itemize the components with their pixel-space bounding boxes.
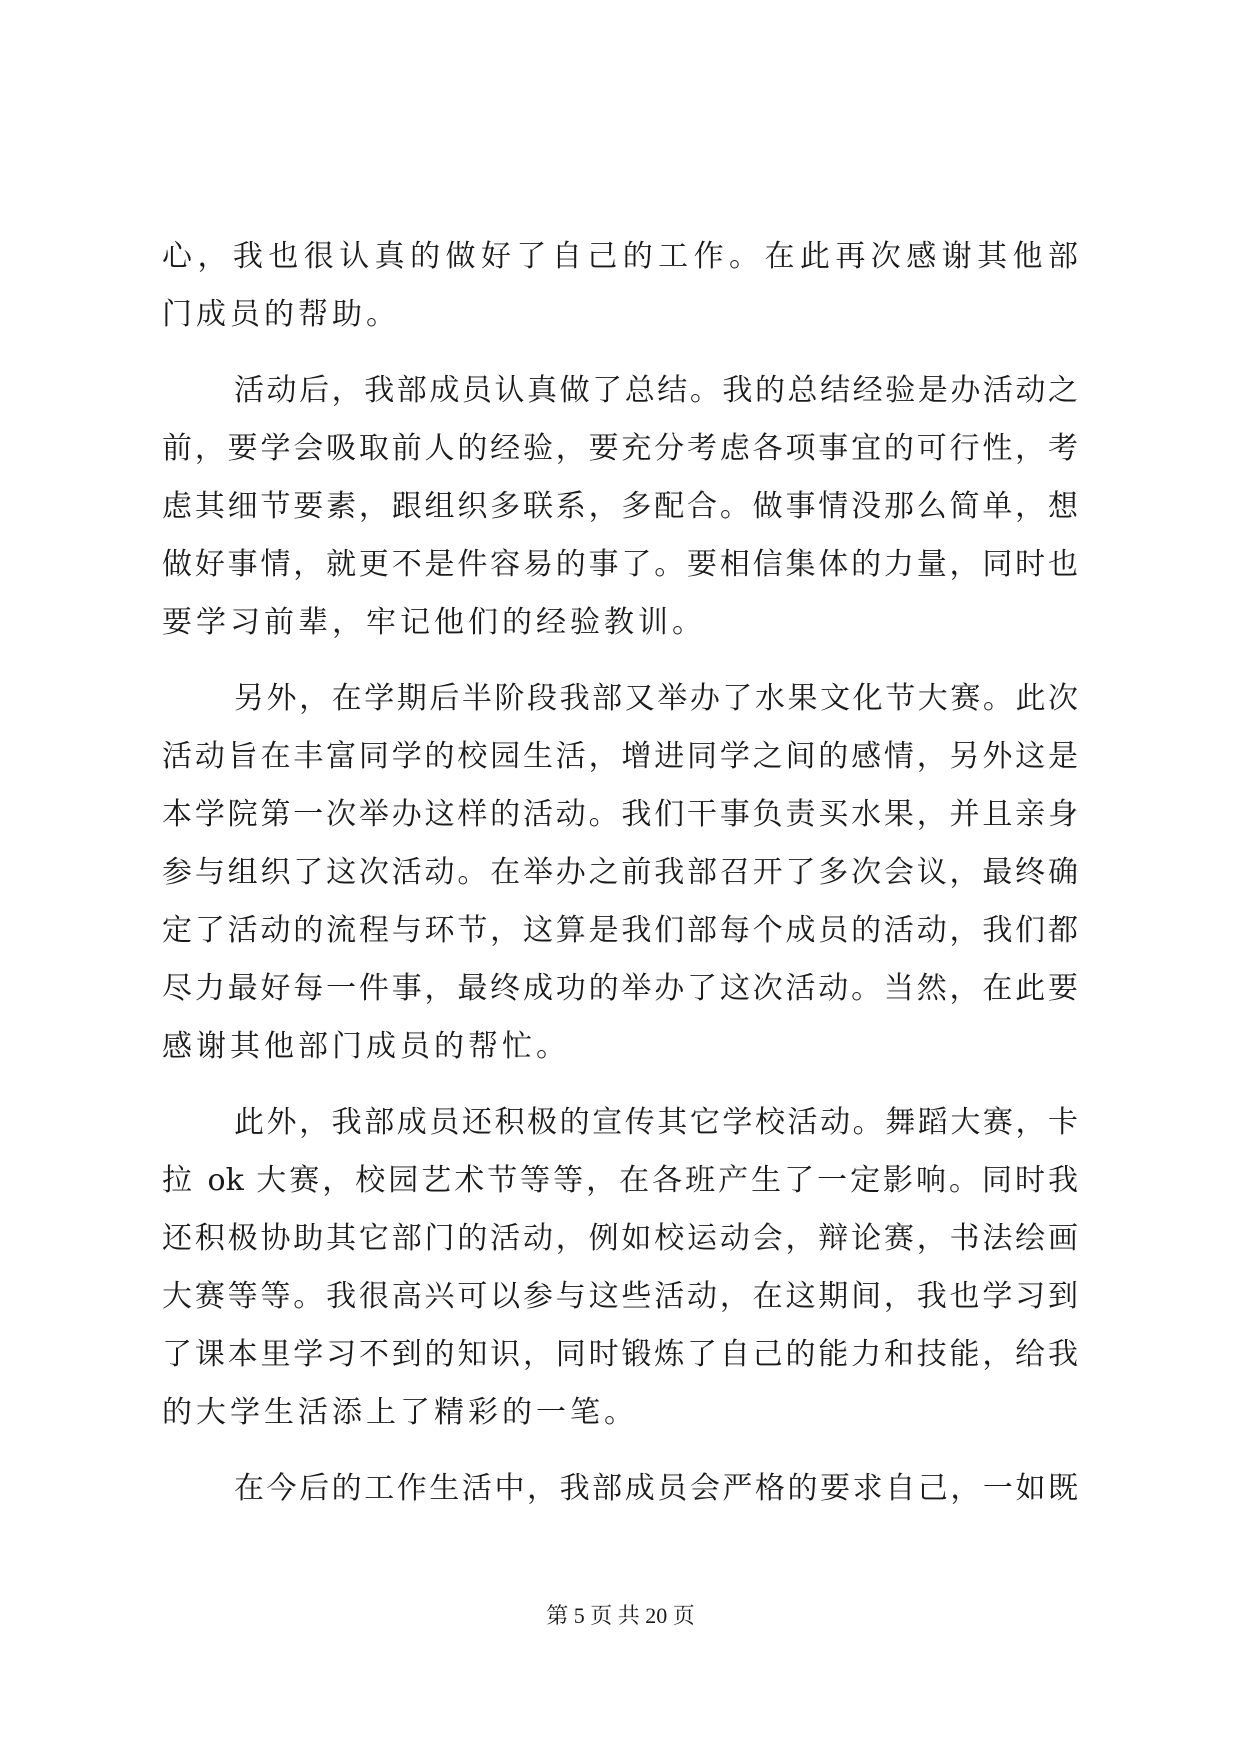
text-line: 活动后，我部成员认真做了总结。我的总结经验是办活动之 xyxy=(234,373,1078,408)
text-line: 虑其细节要素，跟组织多联系，多配合。做事情没那么简单，想 xyxy=(162,489,1078,524)
paragraph xyxy=(162,1460,1078,1518)
page-number-footer: 第 5 页 共 20 页 xyxy=(546,1603,695,1628)
text-line: 参与组织了这次活动。在举办之前我部召开了多次会议，最终确 xyxy=(162,855,1078,890)
text-line: 此外，我部成员还积极的宣传其它学校活动。舞蹈大赛，卡 xyxy=(234,1105,1078,1140)
text-line: 前，要学会吸取前人的经验，要充分考虑各项事宜的可行性，考 xyxy=(162,431,1078,466)
text-line: 拉 ok 大赛，校园艺术节等等，在各班产生了一定影响。同时我 xyxy=(162,1163,1078,1198)
text-line: 要学习前辈，牢记他们的经验教训。 xyxy=(162,605,706,640)
text-line: 活动旨在丰富同学的校园生活，增进同学之间的感情，另外这是 xyxy=(162,739,1078,774)
paragraph xyxy=(162,228,1078,344)
text-line: 做好事情，就更不是件容易的事了。要相信集体的力量，同时也 xyxy=(162,547,1078,582)
text-line: 在今后的工作生活中，我部成员会严格的要求自己，一如既 xyxy=(234,1471,1078,1506)
paragraph xyxy=(162,670,1078,1076)
text-line: 定了活动的流程与环节，这算是我们部每个成员的活动，我们都 xyxy=(162,913,1078,948)
paragraph xyxy=(162,362,1078,652)
text-line: 本学院第一次举办这样的活动。我们干事负责买水果，并且亲身 xyxy=(162,797,1078,832)
text-line: 感谢其他部门成员的帮忙。 xyxy=(162,1029,570,1064)
text-line: 还积极协助其它部门的活动，例如校运动会，辩论赛，书法绘画 xyxy=(162,1221,1078,1256)
document-body xyxy=(162,228,1078,1518)
text-line: 门成员的帮助。 xyxy=(162,297,400,332)
paragraph xyxy=(162,1094,1078,1442)
text-line: 另外，在学期后半阶段我部又举办了水果文化节大赛。此次 xyxy=(234,681,1078,716)
text-line: 的大学生活添上了精彩的一笔。 xyxy=(162,1395,638,1430)
text-line: 尽力最好每一件事，最终成功的举办了这次活动。当然，在此要 xyxy=(162,971,1078,1006)
text-line: 心，我也很认真的做好了自己的工作。在此再次感谢其他部 xyxy=(162,239,1078,274)
text-line: 了课本里学习不到的知识，同时锻炼了自己的能力和技能，给我 xyxy=(162,1337,1078,1372)
text-line: 大赛等等。我很高兴可以参与这些活动，在这期间，我也学习到 xyxy=(162,1279,1078,1314)
